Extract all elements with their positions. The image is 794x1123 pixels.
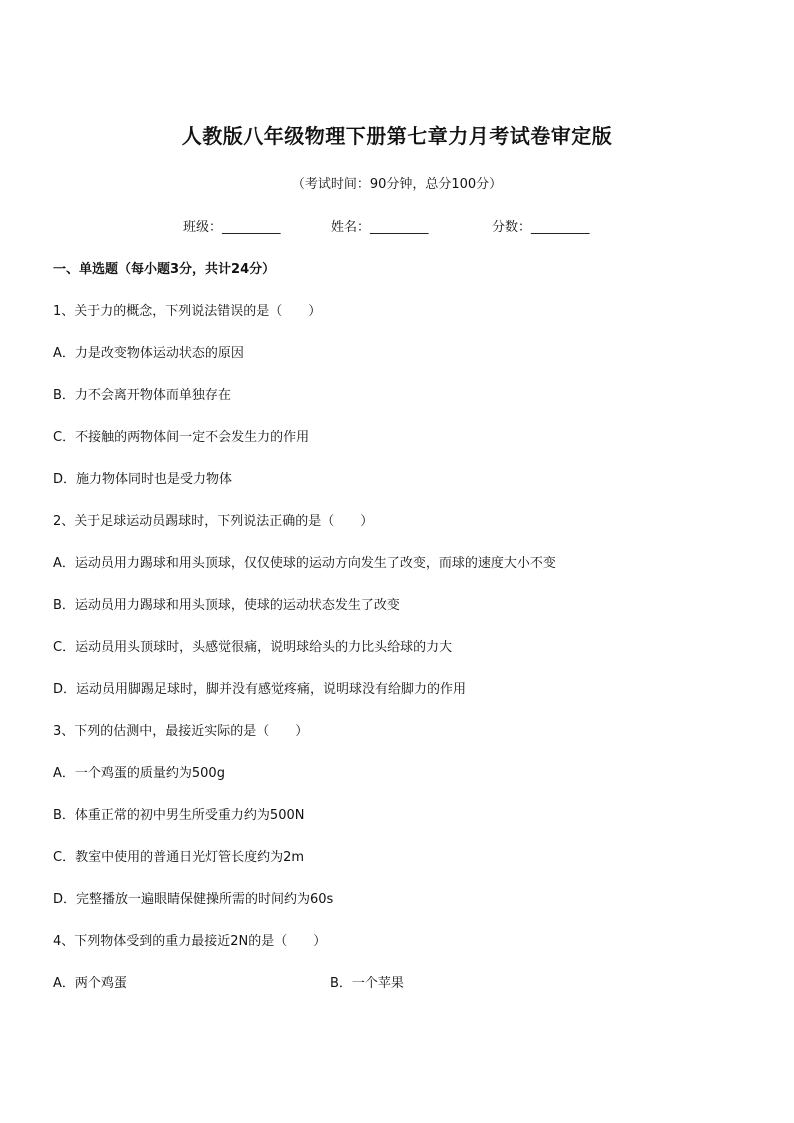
question-option: A．力是改变物体运动状态的原因 [53, 346, 244, 361]
question-option: D．完整播放一遍眼睛保健操所需的时间约为60s [53, 892, 334, 907]
question-option: A．运动员用力踢球和用头顶球，仅仅使球的运动方向发生了改变，而球的速度大小不变 [53, 556, 556, 571]
question-option: B．体重正常的初中男生所受重力约为500N [53, 808, 305, 823]
question-option: B．力不会离开物体而单独存在 [53, 388, 231, 403]
name-field: 姓名：_________ [331, 220, 429, 235]
question-stem: 1、关于力的概念，下列说法错误的是（ ） [53, 304, 322, 319]
question-option: A．一个鸡蛋的质量约为500g [53, 766, 225, 781]
question-option: D．施力物体同时也是受力物体 [53, 472, 233, 487]
question-stem: 3、下列的估测中，最接近实际的是（ ） [53, 724, 309, 739]
question-option: C．运动员用头顶球时，头感觉很痛，说明球给头的力比头给球的力大 [53, 640, 453, 655]
section-heading: 一、单选题（每小题3分，共计24分） [53, 262, 276, 277]
question-option: A．两个鸡蛋 [53, 976, 127, 991]
question-option: C．不接触的两物体间一定不会发生力的作用 [53, 430, 310, 445]
question-option: B．运动员用力踢球和用头顶球，使球的运动状态发生了改变 [53, 598, 400, 613]
exam-subtitle: （考试时间：90分钟，总分100分） [291, 177, 503, 192]
question-stem: 4、下列物体受到的重力最接近2N的是（ ） [53, 934, 327, 949]
question-stem: 2、关于足球运动员踢球时，下列说法正确的是（ ） [53, 514, 374, 529]
class-field: 班级：_________ [183, 220, 281, 235]
exam-title: 人教版八年级物理下册第七章力月考试卷审定版 [181, 124, 613, 148]
question-option: B．一个苹果 [330, 976, 404, 991]
question-option: D．运动员用脚踢足球时，脚并没有感觉疼痛，说明球没有给脚力的作用 [53, 682, 467, 697]
question-option: C．教室中使用的普通日光灯管长度约为2m [53, 850, 305, 865]
score-field: 分数：_________ [492, 220, 590, 235]
